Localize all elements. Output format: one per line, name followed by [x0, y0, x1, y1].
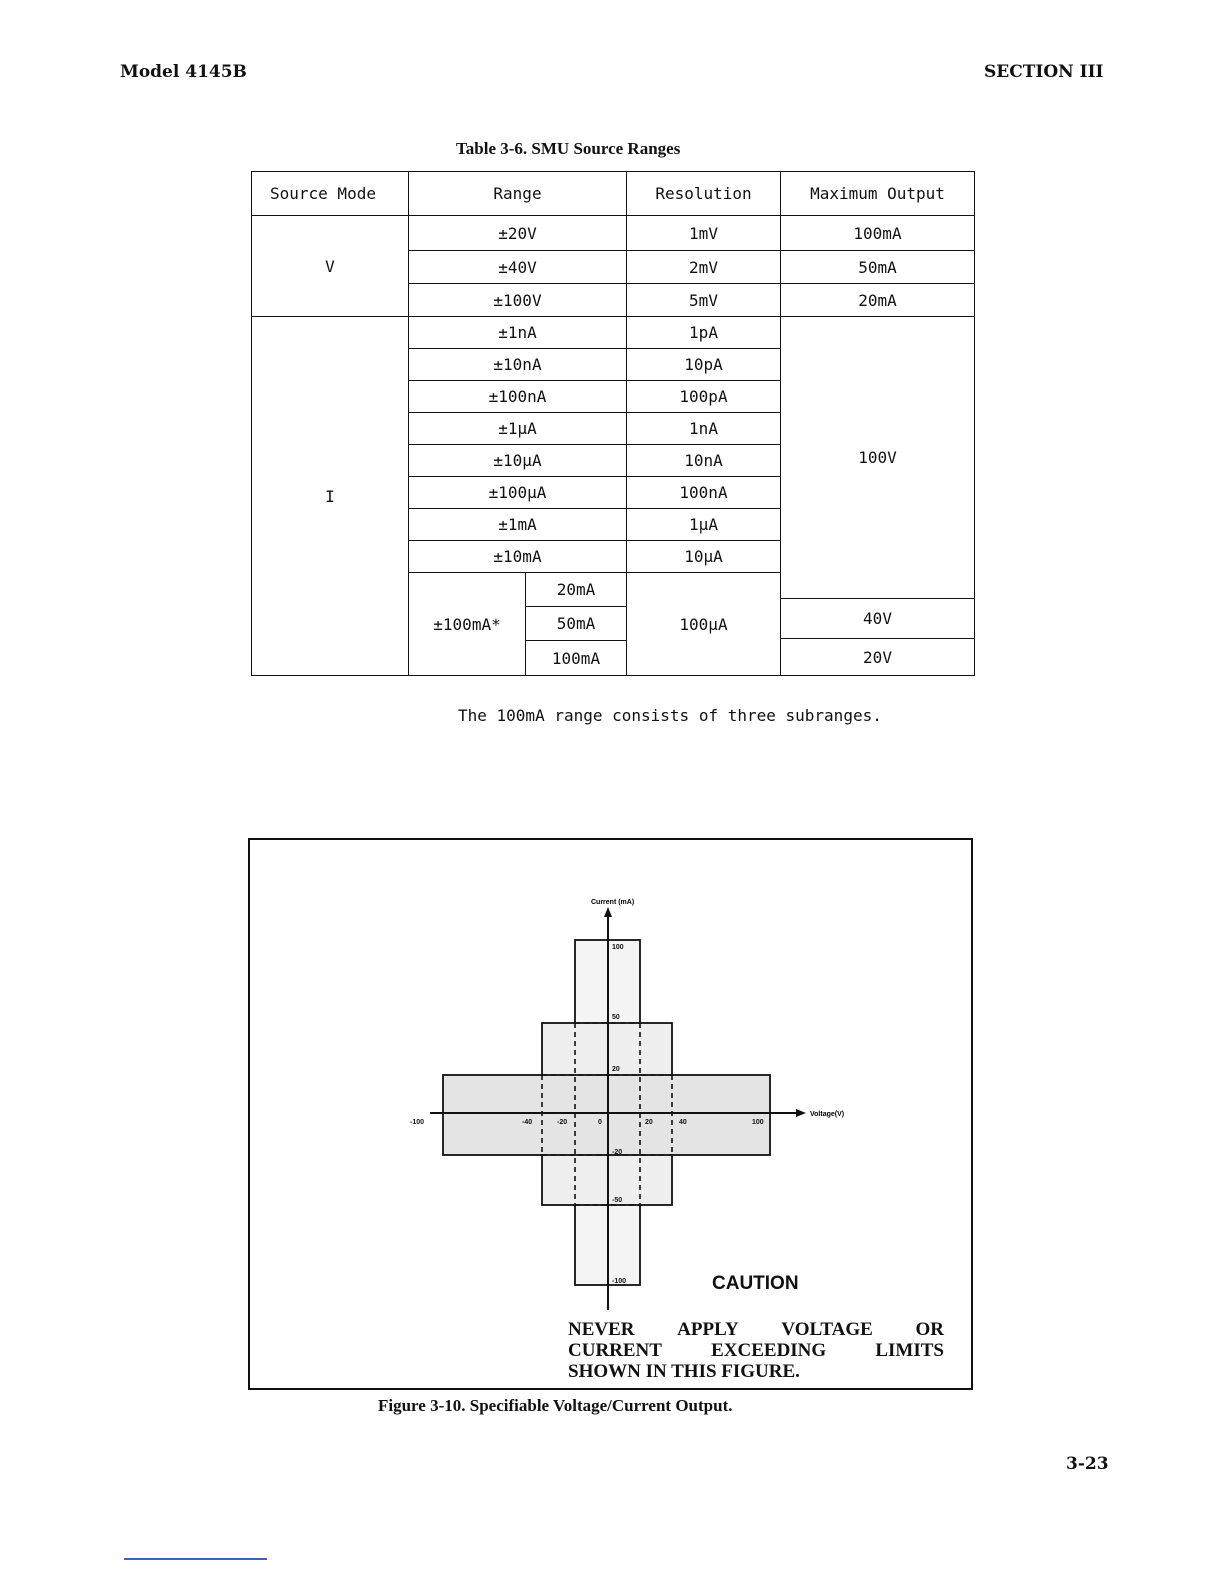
x-tick-label: 40	[679, 1119, 687, 1126]
table-cell-resolution: 1nA	[626, 412, 781, 445]
footer-rule	[124, 1558, 267, 1560]
x-tick-label: -20	[557, 1119, 568, 1126]
y-tick-label: 100	[612, 944, 624, 951]
page-number: 3-23	[1066, 1454, 1109, 1474]
table-caption: Table 3-6. SMU Source Ranges	[456, 139, 681, 158]
table-cell-subrange: 50mA	[525, 606, 627, 641]
table-cell-resolution: 10pA	[626, 348, 781, 381]
table-cell-resolution: 1μA	[626, 508, 781, 541]
caution-word: LIMITS	[875, 1340, 944, 1361]
table-cell-resolution: 100pA	[626, 380, 781, 413]
table-cell-resolution: 1mV	[626, 215, 781, 251]
table-cell-max-output: 100mA	[780, 215, 975, 251]
table-cell-range: ±1mA	[408, 508, 627, 541]
table-footnote: The 100mA range consists of three subranges.	[458, 706, 882, 725]
table-cell-resolution: 5mV	[626, 283, 781, 317]
caution-word: CURRENT	[568, 1340, 662, 1361]
y-axis-label: Current (mA)	[591, 899, 635, 906]
y-tick-label: 50	[612, 1014, 620, 1021]
x-tick-label: 20	[645, 1119, 653, 1126]
caution-word: VOLTAGE	[781, 1319, 873, 1340]
y-tick-label: -100	[612, 1278, 627, 1285]
x-tick-label: 100	[752, 1119, 764, 1126]
header-model: Model 4145B	[120, 62, 247, 82]
x-tick-label: 0	[598, 1119, 602, 1126]
table-cell-range: ±20V	[408, 215, 627, 251]
table-cell-subrange: 100mA	[525, 640, 627, 676]
caution-word: SHOWN IN THIS FIGURE.	[568, 1361, 800, 1382]
caution-line-2	[568, 1340, 944, 1362]
region-20ma	[443, 1075, 770, 1155]
table-cell-max-output-i: 100V	[780, 316, 975, 599]
table-cell-range: ±10mA	[408, 540, 627, 573]
table-cell-max-output: 20mA	[780, 283, 975, 317]
caution-title: CAUTION	[712, 1273, 799, 1294]
table-cell-resolution: 100nA	[626, 476, 781, 509]
y-axis-arrow	[604, 907, 612, 917]
caution-line-1	[568, 1319, 944, 1341]
table-cell-range: ±10μA	[408, 444, 627, 477]
x-axis-arrow	[796, 1109, 806, 1117]
x-tick-label: -40	[522, 1119, 533, 1126]
column-header: Resolution	[626, 171, 781, 216]
y-tick-label: -20	[612, 1149, 623, 1156]
table-cell-range: ±1nA	[408, 316, 627, 349]
source-mode-i: I	[251, 316, 409, 676]
table-cell-resolution: 10μA	[626, 540, 781, 573]
x-axis-label: Voltage(V)	[810, 1111, 845, 1118]
y-tick-label: -50	[612, 1197, 623, 1204]
table-cell-range-100ma: ±100mA*	[408, 572, 526, 676]
x-tick-label: -100	[410, 1119, 425, 1126]
column-header: Maximum Output	[780, 171, 975, 216]
caution-word: OR	[915, 1319, 944, 1340]
figure-caption: Figure 3-10. Specifiable Voltage/Current Output.	[378, 1396, 733, 1415]
y-tick-label: 20	[612, 1066, 620, 1073]
table-cell-range: ±40V	[408, 250, 627, 284]
table-cell-max-output: 50mA	[780, 250, 975, 284]
table-cell-resolution: 10nA	[626, 444, 781, 477]
header-section: SECTION III	[984, 62, 1104, 82]
caution-word: APPLY	[677, 1319, 739, 1340]
table-cell-max-output: 20V	[780, 638, 975, 676]
caution-word: EXCEEDING	[711, 1340, 827, 1361]
table-cell-max-output: 40V	[780, 598, 975, 639]
table-cell-resolution: 2mV	[626, 250, 781, 284]
table-cell-range: ±1μA	[408, 412, 627, 445]
column-header: Range	[408, 171, 627, 216]
table-cell-resolution: 1pA	[626, 316, 781, 349]
column-header: Source Mode	[251, 171, 409, 216]
caution-word: NEVER	[568, 1319, 635, 1340]
table-cell-range: ±10nA	[408, 348, 627, 381]
table-cell-range: ±100μA	[408, 476, 627, 509]
source-mode-v: V	[251, 215, 409, 317]
table-cell-range: ±100V	[408, 283, 627, 317]
table-cell-resolution-100ma: 100μA	[626, 572, 781, 676]
caution-line-3	[568, 1361, 944, 1383]
table-cell-range: ±100nA	[408, 380, 627, 413]
table-cell-subrange: 20mA	[525, 572, 627, 607]
